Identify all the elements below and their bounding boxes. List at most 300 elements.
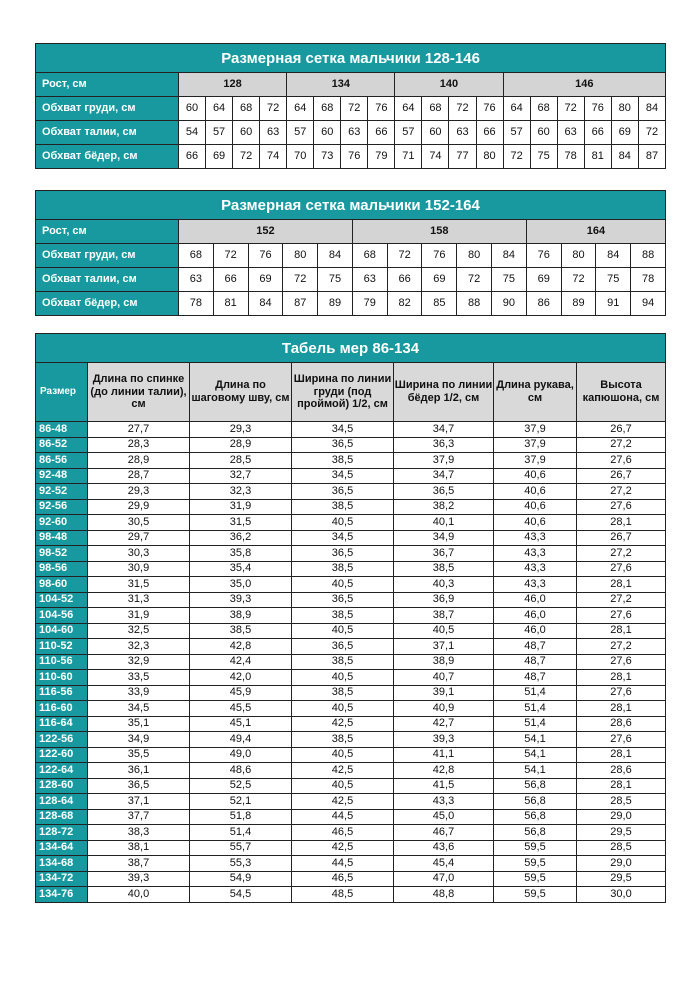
table-cell: 63	[179, 268, 214, 292]
table-cell: 40,3	[394, 577, 494, 593]
size-label: 128-72	[36, 825, 88, 841]
table-cell: 54,9	[190, 871, 292, 887]
table-row	[36, 468, 666, 484]
table-cell: 57	[395, 121, 422, 145]
table-cell: 51,4	[190, 825, 292, 841]
table-cell: 48,7	[494, 639, 577, 655]
table-cell: 80	[611, 97, 638, 121]
table-cell: 49,4	[190, 732, 292, 748]
table-cell: 69	[611, 121, 638, 145]
table-cell: 89	[561, 292, 596, 316]
size-chart-152-164	[35, 190, 665, 316]
table-cell: 29,0	[577, 856, 666, 872]
table-row	[36, 515, 666, 531]
table-cell: 42,8	[190, 639, 292, 655]
table-cell: 29,3	[190, 422, 292, 438]
table-cell: 52,5	[190, 778, 292, 794]
table-row	[36, 592, 666, 608]
table-cell: 38,7	[88, 856, 190, 872]
table-row	[36, 763, 666, 779]
size-label: 122-56	[36, 732, 88, 748]
table-cell: 40,9	[394, 701, 494, 717]
table-cell: 32,3	[88, 639, 190, 655]
table-cell: 35,5	[88, 747, 190, 763]
table-cell: 68	[233, 97, 260, 121]
table-cell: 28,1	[577, 577, 666, 593]
table-cell: 40,5	[394, 623, 494, 639]
table-cell: 40,6	[494, 499, 577, 515]
table-cell: 38,5	[292, 685, 394, 701]
table-cell: 84	[318, 244, 353, 268]
table-cell: 72	[638, 121, 665, 145]
table-cell: 27,6	[577, 561, 666, 577]
table-cell: 77	[449, 145, 476, 169]
table-cell: 80	[561, 244, 596, 268]
table-cell: 45,9	[190, 685, 292, 701]
table-row	[36, 244, 666, 268]
size-label: 98-60	[36, 577, 88, 593]
table-cell: 45,4	[394, 856, 494, 872]
table-cell: 29,9	[88, 499, 190, 515]
table-cell: 40,5	[292, 623, 394, 639]
table-cell: 38,1	[88, 840, 190, 856]
table-cell: 72	[233, 145, 260, 169]
table-row	[36, 608, 666, 624]
height-row	[36, 220, 666, 244]
table-row	[36, 840, 666, 856]
table-cell: 36,5	[394, 484, 494, 500]
table-cell: 40,1	[394, 515, 494, 531]
table-cell: 37,9	[494, 422, 577, 438]
table-cell: 59,5	[494, 871, 577, 887]
table-cell: 43,6	[394, 840, 494, 856]
table-cell: 80	[457, 244, 492, 268]
column-header: Длина по спинке (до линии талии), см	[88, 363, 190, 422]
table-cell: 46,5	[292, 871, 394, 887]
table-cell: 80	[283, 244, 318, 268]
table-row	[36, 268, 666, 292]
table-cell: 30,3	[88, 546, 190, 562]
size-label: 98-52	[36, 546, 88, 562]
table-cell: 31,9	[190, 499, 292, 515]
table-cell: 37,9	[494, 437, 577, 453]
table-cell: 78	[557, 145, 584, 169]
size-label: 134-64	[36, 840, 88, 856]
table-cell: 28,9	[190, 437, 292, 453]
table-cell: 35,1	[88, 716, 190, 732]
table-cell: 54	[179, 121, 206, 145]
table-row	[36, 530, 666, 546]
table-cell: 78	[179, 292, 214, 316]
row-label: Рост, см	[36, 73, 179, 97]
table-cell: 27,2	[577, 592, 666, 608]
table-cell: 66	[584, 121, 611, 145]
table-cell: 30,9	[88, 561, 190, 577]
table-cell: 49,0	[190, 747, 292, 763]
table-cell: 47,0	[394, 871, 494, 887]
table-cell: 28,5	[577, 840, 666, 856]
table-cell: 28,1	[577, 670, 666, 686]
table-cell: 45,1	[190, 716, 292, 732]
table-cell: 51,4	[494, 685, 577, 701]
table-row	[36, 716, 666, 732]
table-row	[36, 121, 666, 145]
row-label: Обхват бёдер, см	[36, 292, 179, 316]
table-cell: 75	[530, 145, 557, 169]
size-label: 128-68	[36, 809, 88, 825]
height-group-header: 146	[503, 73, 666, 97]
table-cell: 48,8	[394, 887, 494, 903]
table-cell: 90	[492, 292, 527, 316]
table-cell: 29,0	[577, 809, 666, 825]
table-cell: 35,0	[190, 577, 292, 593]
table-cell: 27,7	[88, 422, 190, 438]
table-cell: 80	[476, 145, 503, 169]
table-cell: 32,3	[190, 484, 292, 500]
table-cell: 56,8	[494, 794, 577, 810]
table-row	[36, 453, 666, 469]
table-cell: 68	[179, 244, 214, 268]
table-cell: 51,4	[494, 701, 577, 717]
table-row	[36, 670, 666, 686]
table-cell: 29,5	[577, 825, 666, 841]
table-cell: 81	[584, 145, 611, 169]
table-cell: 38,9	[190, 608, 292, 624]
table-cell: 84	[596, 244, 631, 268]
table-cell: 40,5	[292, 778, 394, 794]
table-cell: 64	[395, 97, 422, 121]
table-cell: 36,5	[292, 592, 394, 608]
table-cell: 36,5	[292, 639, 394, 655]
table-cell: 64	[206, 97, 233, 121]
table-cell: 40,0	[88, 887, 190, 903]
table-cell: 72	[449, 97, 476, 121]
row-label: Обхват талии, см	[36, 121, 179, 145]
table-cell: 43,3	[494, 546, 577, 562]
table-cell: 72	[503, 145, 530, 169]
table-cell: 66	[476, 121, 503, 145]
size-label: 134-76	[36, 887, 88, 903]
table-row	[36, 887, 666, 903]
table-cell: 28,6	[577, 763, 666, 779]
table-cell: 36,5	[292, 437, 394, 453]
table-cell: 43,3	[494, 577, 577, 593]
table-cell: 63	[352, 268, 387, 292]
table-cell: 39,3	[88, 871, 190, 887]
table-cell: 72	[557, 97, 584, 121]
table-row	[36, 809, 666, 825]
table-cell: 44,5	[292, 856, 394, 872]
table-cell: 28,9	[88, 453, 190, 469]
table-cell: 88	[457, 292, 492, 316]
table-cell: 38,5	[292, 561, 394, 577]
table-cell: 32,5	[88, 623, 190, 639]
table-cell: 32,7	[190, 468, 292, 484]
size-label: 134-68	[36, 856, 88, 872]
table-cell: 30,5	[88, 515, 190, 531]
table-cell: 34,9	[394, 530, 494, 546]
table-cell: 36,2	[190, 530, 292, 546]
table-cell: 72	[213, 244, 248, 268]
table-cell: 86	[526, 292, 561, 316]
table-cell: 63	[260, 121, 287, 145]
height-group-header: 140	[395, 73, 503, 97]
table-cell: 72	[283, 268, 318, 292]
table-cell: 78	[631, 268, 666, 292]
table-cell: 38,5	[190, 623, 292, 639]
table-cell: 40,5	[292, 747, 394, 763]
table-cell: 35,4	[190, 561, 292, 577]
table-cell: 40,6	[494, 484, 577, 500]
table-cell: 40,5	[292, 670, 394, 686]
row-label: Рост, см	[36, 220, 179, 244]
column-header: Ширина по линии груди (под проймой) 1/2, см	[292, 363, 394, 422]
table-cell: 27,2	[577, 437, 666, 453]
table-row	[36, 577, 666, 593]
size-label: 116-56	[36, 685, 88, 701]
size-label: 104-52	[36, 592, 88, 608]
table-cell: 84	[492, 244, 527, 268]
table-cell: 43,3	[494, 561, 577, 577]
size-label: 92-60	[36, 515, 88, 531]
height-group-header: 128	[179, 73, 287, 97]
row-label: Обхват груди, см	[36, 244, 179, 268]
table-cell: 51,8	[190, 809, 292, 825]
table-cell: 63	[557, 121, 584, 145]
table-cell: 56,8	[494, 778, 577, 794]
table-cell: 46,5	[292, 825, 394, 841]
table-cell: 36,5	[292, 484, 394, 500]
table-cell: 35,8	[190, 546, 292, 562]
table-cell: 38,5	[394, 561, 494, 577]
size-label: 92-48	[36, 468, 88, 484]
table-cell: 94	[631, 292, 666, 316]
table-cell: 72	[561, 268, 596, 292]
table-cell: 91	[596, 292, 631, 316]
table-cell: 45,5	[190, 701, 292, 717]
height-group-header: 158	[352, 220, 526, 244]
table-row	[36, 145, 666, 169]
measurements-table	[35, 333, 666, 903]
table-cell: 69	[422, 268, 457, 292]
table-cell: 32,9	[88, 654, 190, 670]
table-cell: 34,7	[394, 468, 494, 484]
table-cell: 40,7	[394, 670, 494, 686]
row-label: Обхват груди, см	[36, 97, 179, 121]
table-cell: 59,5	[494, 840, 577, 856]
table-cell: 55,3	[190, 856, 292, 872]
table-cell: 43,3	[494, 530, 577, 546]
height-group-header: 134	[287, 73, 395, 97]
table-cell: 41,1	[394, 747, 494, 763]
table-cell: 70	[287, 145, 314, 169]
table-cell: 68	[422, 97, 449, 121]
table-cell: 42,0	[190, 670, 292, 686]
column-header: Длина рукава, см	[494, 363, 577, 422]
size-label: 98-56	[36, 561, 88, 577]
table-cell: 27,6	[577, 685, 666, 701]
table-cell: 34,5	[292, 530, 394, 546]
table-cell: 29,3	[88, 484, 190, 500]
table-cell: 72	[457, 268, 492, 292]
table-cell: 42,5	[292, 763, 394, 779]
table-cell: 28,1	[577, 778, 666, 794]
table-cell: 76	[341, 145, 368, 169]
table-cell: 46,0	[494, 592, 577, 608]
table-cell: 52,1	[190, 794, 292, 810]
table-cell: 28,1	[577, 515, 666, 531]
size-label: 110-60	[36, 670, 88, 686]
table-cell: 68	[352, 244, 387, 268]
table-cell: 38,5	[292, 499, 394, 515]
height-group-header: 152	[179, 220, 353, 244]
table-cell: 74	[260, 145, 287, 169]
table-cell: 27,2	[577, 484, 666, 500]
table-cell: 28,1	[577, 623, 666, 639]
table-cell: 28,6	[577, 716, 666, 732]
table-cell: 27,6	[577, 608, 666, 624]
table-cell: 76	[422, 244, 457, 268]
table-cell: 73	[314, 145, 341, 169]
table-cell: 76	[476, 97, 503, 121]
table-cell: 42,5	[292, 716, 394, 732]
table-row	[36, 546, 666, 562]
table-cell: 34,5	[292, 422, 394, 438]
table-cell: 76	[368, 97, 395, 121]
size-table-128-146	[35, 43, 666, 169]
table-cell: 33,5	[88, 670, 190, 686]
table-cell: 31,5	[190, 515, 292, 531]
table-cell: 81	[213, 292, 248, 316]
row-label: Обхват талии, см	[36, 268, 179, 292]
size-label: 104-60	[36, 623, 88, 639]
table-cell: 75	[492, 268, 527, 292]
table-cell: 42,4	[190, 654, 292, 670]
table-cell: 36,3	[394, 437, 494, 453]
table-cell: 38,9	[394, 654, 494, 670]
table-cell: 37,9	[394, 453, 494, 469]
table-cell: 31,5	[88, 577, 190, 593]
size-label: 110-56	[36, 654, 88, 670]
table-cell: 36,7	[394, 546, 494, 562]
table-cell: 31,9	[88, 608, 190, 624]
table-cell: 38,5	[292, 608, 394, 624]
table-cell: 28,3	[88, 437, 190, 453]
table-cell: 37,7	[88, 809, 190, 825]
table-cell: 33,9	[88, 685, 190, 701]
table-cell: 54,1	[494, 747, 577, 763]
table-cell: 69	[206, 145, 233, 169]
table-cell: 34,9	[88, 732, 190, 748]
table-cell: 41,5	[394, 778, 494, 794]
table-cell: 34,5	[88, 701, 190, 717]
size-chart-128-146	[35, 43, 665, 169]
table-cell: 27,6	[577, 499, 666, 515]
table-cell: 63	[341, 121, 368, 145]
size-label: 92-56	[36, 499, 88, 515]
table-cell: 37,9	[494, 453, 577, 469]
table-cell: 28,1	[577, 747, 666, 763]
table-cell: 40,5	[292, 515, 394, 531]
table-row	[36, 484, 666, 500]
table-cell: 57	[206, 121, 233, 145]
table-cell: 37,1	[394, 639, 494, 655]
table-cell: 72	[387, 244, 422, 268]
table-cell: 79	[352, 292, 387, 316]
table-cell: 42,5	[292, 840, 394, 856]
table-cell: 29,5	[577, 871, 666, 887]
table-row	[36, 654, 666, 670]
table-cell: 27,6	[577, 654, 666, 670]
size-label: 86-48	[36, 422, 88, 438]
table-cell: 39,3	[190, 592, 292, 608]
table-cell: 66	[179, 145, 206, 169]
table-cell: 84	[638, 97, 665, 121]
column-header: Длина по шаговому шву, см	[190, 363, 292, 422]
table-cell: 28,7	[88, 468, 190, 484]
table-cell: 26,7	[577, 422, 666, 438]
table-title: Табель мер 86-134	[36, 334, 666, 363]
table-cell: 42,5	[292, 794, 394, 810]
table-cell: 74	[422, 145, 449, 169]
table-row	[36, 97, 666, 121]
table-cell: 72	[341, 97, 368, 121]
measurements-table-86-134	[35, 333, 665, 903]
table-cell: 31,3	[88, 592, 190, 608]
table-cell: 66	[368, 121, 395, 145]
table-cell: 40,6	[494, 468, 577, 484]
table-cell: 39,1	[394, 685, 494, 701]
table-row	[36, 794, 666, 810]
table-cell: 63	[449, 121, 476, 145]
table-cell: 64	[503, 97, 530, 121]
size-label: 122-64	[36, 763, 88, 779]
table-cell: 36,1	[88, 763, 190, 779]
table-cell: 45,0	[394, 809, 494, 825]
table-cell: 66	[387, 268, 422, 292]
table-cell: 57	[503, 121, 530, 145]
table-cell: 71	[395, 145, 422, 169]
size-label: 86-52	[36, 437, 88, 453]
table-cell: 79	[368, 145, 395, 169]
table-cell: 57	[287, 121, 314, 145]
table-cell: 43,3	[394, 794, 494, 810]
table-cell: 38,5	[292, 654, 394, 670]
table-cell: 60	[233, 121, 260, 145]
table-cell: 38,2	[394, 499, 494, 515]
table-title: Размерная сетка мальчики 128-146	[36, 44, 666, 73]
table-cell: 75	[318, 268, 353, 292]
table-cell: 40,5	[292, 701, 394, 717]
table-cell: 54,5	[190, 887, 292, 903]
table-row	[36, 701, 666, 717]
size-label: 122-60	[36, 747, 88, 763]
table-cell: 69	[526, 268, 561, 292]
table-row	[36, 499, 666, 515]
table-cell: 85	[422, 292, 457, 316]
table-cell: 76	[526, 244, 561, 268]
table-row	[36, 561, 666, 577]
size-label: 98-48	[36, 530, 88, 546]
table-cell: 60	[314, 121, 341, 145]
table-row	[36, 639, 666, 655]
table-cell: 60	[530, 121, 557, 145]
table-row	[36, 856, 666, 872]
table-cell: 27,6	[577, 732, 666, 748]
table-cell: 48,6	[190, 763, 292, 779]
table-cell: 56,8	[494, 825, 577, 841]
table-row	[36, 778, 666, 794]
